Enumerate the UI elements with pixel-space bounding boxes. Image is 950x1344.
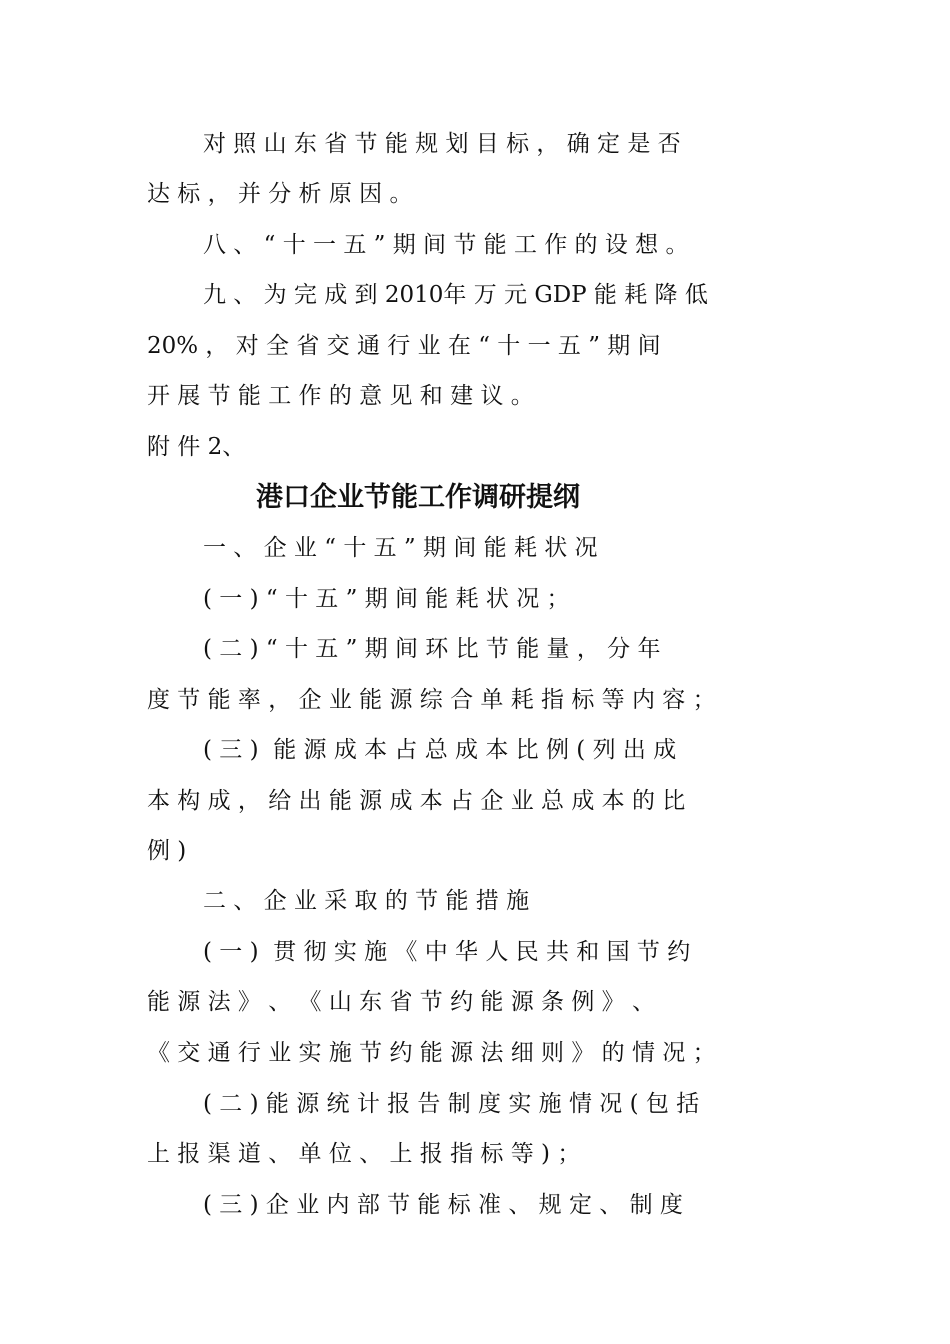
- text-line-5: 20% ， 对 全 省 交 通 行 业 在 “ 十 一 五 ” 期 间: [147, 333, 661, 359]
- text-line-1: 对 照 山 东 省 节 能 规 划 目 标 ， 确 定 是 否: [203, 131, 681, 157]
- text-line-15: 二 、 企 业 采 取 的 节 能 措 施: [203, 888, 530, 914]
- section-title: 港口企业节能工作调研提纲: [256, 482, 580, 513]
- text-line-11: 度 节 能 率 ， 企 业 能 源 综 合 单 耗 指 标 等 内 容 ；: [147, 687, 716, 713]
- text-line-17: 能 源 法 》 、 《 山 东 省 节 约 能 源 条 例 》 、: [147, 989, 655, 1015]
- text-line-21: ( 三 ) 企 业 内 部 节 能 标 准 、 规 定 、 制 度: [203, 1192, 683, 1218]
- text-line-8: 一 、 企 业 “ 十 五 ” 期 间 能 耗 状 况: [203, 535, 598, 561]
- text-line-9: ( 一 ) “ 十 五 ” 期 间 能 耗 状 况 ；: [203, 586, 570, 612]
- text-line-13: 本 构 成 ， 给 出 能 源 成 本 占 企 业 总 成 本 的 比: [147, 788, 686, 814]
- text-line-16: ( 一 ) 贯 彻 实 施 《 中 华 人 民 共 和 国 节 约: [203, 939, 691, 965]
- attachment-label: 附 件 2、: [147, 434, 246, 460]
- text-line-3: 八 、 “ 十 一 五 ” 期 间 节 能 工 作 的 设 想 。: [203, 232, 689, 258]
- text-line-12: ( 三 ) 能 源 成 本 占 总 成 本 比 例 ( 列 出 成: [203, 737, 677, 763]
- text-line-2: 达 标 ， 并 分 析 原 因 。: [147, 181, 413, 207]
- text-line-20: 上 报 渠 道 、 单 位 、 上 报 指 标 等 ) ；: [147, 1141, 581, 1167]
- text-line-14: 例 ): [147, 838, 187, 864]
- text-line-19: ( 二 ) 能 源 统 计 报 告 制 度 实 施 情 况 ( 包 括: [203, 1091, 700, 1117]
- text-line-6: 开 展 节 能 工 作 的 意 见 和 建 议 。: [147, 383, 534, 409]
- text-line-4: 九 、 为 完 成 到 2010年 万 元 GDP 能 耗 降 低: [203, 282, 708, 308]
- text-line-10: ( 二 ) “ 十 五 ” 期 间 环 比 节 能 量 ， 分 年: [203, 636, 661, 662]
- text-line-18: 《 交 通 行 业 实 施 节 约 能 源 法 细 则 》 的 情 况 ；: [147, 1040, 716, 1066]
